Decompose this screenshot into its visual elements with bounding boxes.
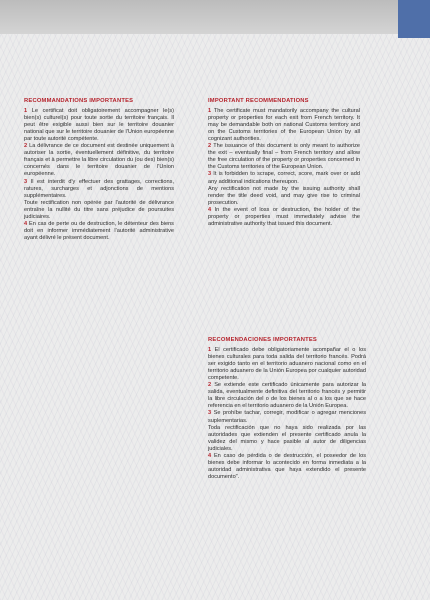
item-number: 2: [208, 382, 212, 389]
recommendation-item: [24, 179, 174, 200]
item-text: It is forbidden to scrape, correct, score, mark over or add any additional indications thereupon.: [208, 171, 360, 185]
item-number: 3: [208, 171, 212, 178]
item-text: The issuance of this document is only meant to authorize the exit – eventually final – from French territory and allow the free circulation of the property or properties concerned in the Customs territories of the European Union.: [208, 143, 360, 171]
recommendation-item: [208, 143, 360, 171]
item-text: El certificado debe obligatoriamente acompañar el o los bienes culturales para toda salida del territorio francés. Podrá ser exigido tanto en el territorio aduanero nacional como en el territorio aduanero de la Unión Europea por cualquier autoridad competente.: [208, 347, 366, 382]
item-text: Toda rectificación que no haya sido realizada por las autoridades que extienden el presente certificado anula la validez del mismo y hace pasible al autor de diligencias judiciales.: [208, 424, 366, 452]
english-section: [208, 98, 360, 228]
recommendation-item: [24, 143, 174, 178]
french-section: [24, 98, 174, 242]
item-text: Any rectification not made by the issuing authority shall render the title deed void, and may give rise to criminal prosecution.: [208, 185, 360, 206]
spanish-heading: RECOMENDACIONES IMPORTANTES: [208, 337, 317, 343]
english-items: [208, 108, 360, 228]
item-number: 2: [208, 143, 212, 150]
item-text: Toute rectification non opérée par l'autorité de délivrance entraîne la nullité du titre sans préjudice de poursuites judiciaires.: [24, 199, 174, 220]
top-band: [0, 0, 430, 34]
recommendation-item: [208, 382, 366, 410]
item-text: En caso de pérdida o de destrucción, el poseedor de los bienes debe informar lo acontecido en forma inmediata a la autoridad administrativa que haya extendido el presente documento".: [208, 452, 366, 480]
item-number: 1: [208, 108, 212, 115]
item-text: Le certificat doit obligatoirement accompagner le(s) bien(s) culturel(s) pour toute sortie du territoire français. Il peut être exigible aussi bien sur le territoire douanier national que sur le territoire douanier de l'Union européenne par toute autorité compétente.: [24, 108, 174, 143]
recommendation-item: [208, 171, 360, 185]
item-text: La délivrance de ce document est destinée uniquement à autoriser la sortie, éventuellement définitive, du territoire français et à permettre la libre circulation du (ou des) bien(s) concernés dans le territoire douanier de l'Union européenne.: [24, 143, 174, 178]
item-number: 1: [208, 347, 212, 354]
blue-corner-band: [398, 0, 430, 38]
spanish-section: [208, 337, 366, 481]
recommendation-item: [24, 200, 174, 221]
recommendation-item: [208, 453, 366, 481]
recommendation-item: [208, 347, 366, 382]
recommendation-item: [24, 108, 174, 143]
recommendation-item: [208, 207, 360, 228]
french-heading: RECOMMANDATIONS IMPORTANTES: [24, 98, 134, 104]
item-number: 4: [208, 206, 212, 213]
item-text: In the event of loss or destruction, the holder of the property or properties must immediately advise the administrative authority that issued this document.: [208, 206, 360, 227]
item-text: The certificate must mandatorily accompany the cultural property or properties for each exit from French territory. It may be demandable both on national Customs territory and on the Customs territories of the European Union by all cognizant authorities.: [208, 108, 360, 143]
item-number: 4: [208, 452, 212, 459]
recommendation-item: [208, 108, 360, 143]
english-heading: IMPORTANT RECOMMENDATIONS: [208, 98, 309, 104]
item-number: 4: [24, 220, 28, 227]
item-number: 2: [24, 143, 28, 150]
french-items: [24, 108, 174, 242]
item-text: En cas de perte ou de destruction, le détenteur des biens doit en informer immédiatement l'autorité administrative ayant délivré le présent document.: [24, 220, 174, 241]
item-text: Il est interdit d'y effectuer des grattages, corrections, ratures, surcharges et adjonctions de mentions supplémentaires.: [24, 178, 174, 199]
recommendation-item: [24, 221, 174, 242]
item-number: 3: [24, 178, 28, 185]
item-number: 1: [24, 108, 28, 115]
recommendation-item: [208, 410, 366, 424]
spanish-items: [208, 347, 366, 481]
item-text: Se extiende este certificado únicamente para autorizar la salida, eventualmente definitiva del territorio francés y permitir la libre circulación del o de los bienes al o a los que se hace referencia en el territorio aduanero de la Unión Europea.: [208, 382, 366, 410]
item-number: 3: [208, 410, 212, 417]
recommendation-item: [208, 425, 366, 453]
recommendation-item: [208, 186, 360, 207]
item-text: Se prohíbe tachar, corregir, modificar o agregar menciones suplementarias.: [208, 410, 366, 424]
